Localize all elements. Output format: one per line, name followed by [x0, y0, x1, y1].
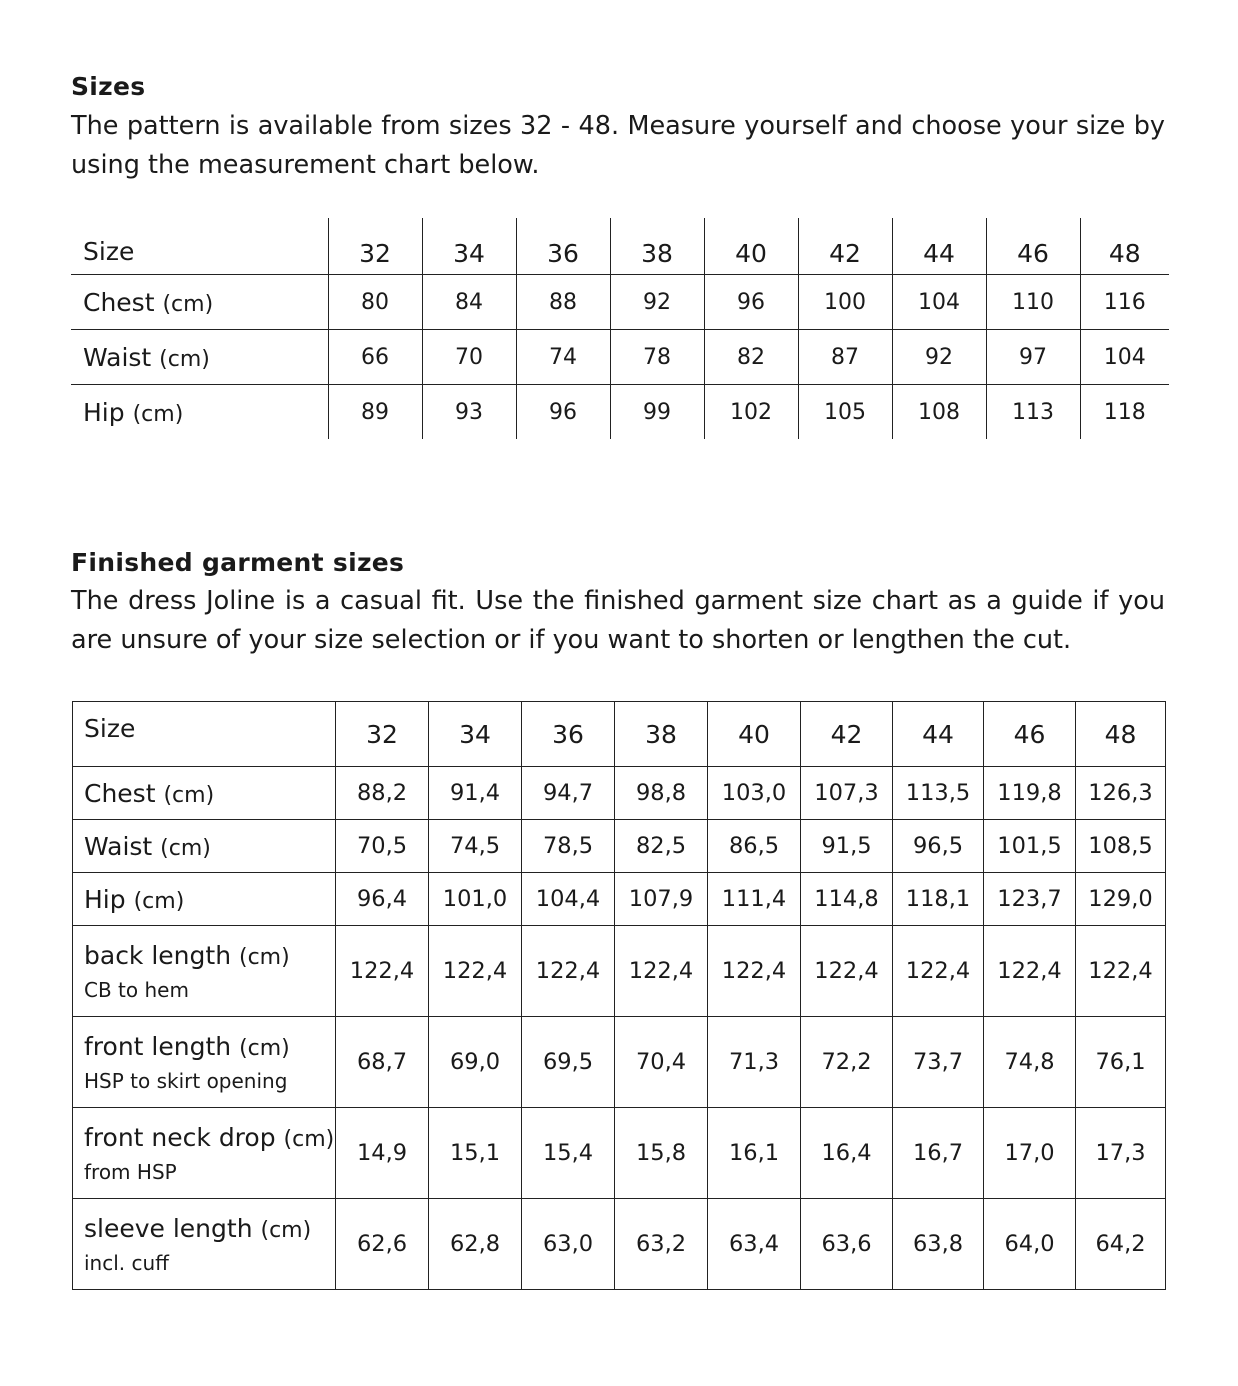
value-cell: 96 — [704, 275, 798, 330]
value-cell: 105 — [798, 385, 892, 440]
value-cell: 69,0 — [429, 1017, 522, 1108]
row-label-cell — [73, 1108, 336, 1199]
value-cell: 94,7 — [522, 767, 615, 820]
value-cell: 64,2 — [1076, 1199, 1166, 1290]
measurement-row — [71, 330, 1169, 385]
value-cell: 82,5 — [615, 820, 708, 873]
size-header-cell: 48 — [1080, 218, 1169, 275]
row-unit: (cm) — [239, 1035, 290, 1061]
sizes-heading: Sizes — [71, 72, 146, 101]
value-cell: 99 — [610, 385, 704, 440]
measurement-row — [73, 873, 1166, 926]
row-unit: (cm) — [283, 1126, 335, 1152]
value-cell: 116 — [1080, 275, 1169, 330]
row-sublabel: from HSP — [84, 1159, 177, 1184]
size-header-cell: 46 — [986, 218, 1080, 275]
value-cell: 17,0 — [984, 1108, 1076, 1199]
row-label: front length — [84, 1031, 232, 1061]
row-label: Waist — [83, 342, 152, 372]
row-unit: (cm) — [132, 401, 184, 427]
value-cell: 63,8 — [893, 1199, 984, 1290]
value-cell: 122,4 — [336, 926, 429, 1017]
value-cell: 17,3 — [1076, 1108, 1166, 1199]
header-row — [73, 702, 1166, 767]
garment-heading: Finished garment sizes — [71, 548, 405, 577]
measurement-row — [71, 385, 1169, 440]
value-cell: 80 — [328, 275, 422, 330]
size-header-label: Size — [83, 237, 135, 266]
value-cell: 15,1 — [429, 1108, 522, 1199]
value-cell: 129,0 — [1076, 873, 1166, 926]
row-unit: (cm) — [160, 835, 211, 861]
row-unit: (cm) — [239, 944, 290, 970]
size-header-cell: 38 — [615, 702, 708, 767]
size-header-cell: 32 — [336, 702, 429, 767]
body-measurement-table — [71, 218, 1169, 439]
value-cell: 102 — [704, 385, 798, 440]
row-label: Hip — [84, 884, 126, 914]
value-cell: 118,1 — [893, 873, 984, 926]
size-header-cell: 48 — [1076, 702, 1166, 767]
size-header-cell: 42 — [798, 218, 892, 275]
value-cell: 73,7 — [893, 1017, 984, 1108]
value-cell: 101,5 — [984, 820, 1076, 873]
finished-garment-table — [72, 701, 1166, 1290]
value-cell: 86,5 — [708, 820, 801, 873]
value-cell: 68,7 — [336, 1017, 429, 1108]
value-cell: 89 — [328, 385, 422, 440]
row-label-cell — [73, 767, 336, 820]
value-cell: 92 — [610, 275, 704, 330]
row-label: Chest — [83, 287, 155, 317]
row-label-cell — [71, 385, 328, 440]
measurement-row — [73, 1199, 1166, 1290]
value-cell: 123,7 — [984, 873, 1076, 926]
value-cell: 70,5 — [336, 820, 429, 873]
value-cell: 62,6 — [336, 1199, 429, 1290]
value-cell: 113 — [986, 385, 1080, 440]
value-cell: 126,3 — [1076, 767, 1166, 820]
value-cell: 84 — [422, 275, 516, 330]
value-cell: 91,5 — [801, 820, 893, 873]
size-header-cell: 34 — [422, 218, 516, 275]
row-label-cell — [73, 820, 336, 873]
row-label: back length — [84, 940, 232, 970]
value-cell: 74,5 — [429, 820, 522, 873]
value-cell: 71,3 — [708, 1017, 801, 1108]
value-cell: 122,4 — [708, 926, 801, 1017]
value-cell: 119,8 — [984, 767, 1076, 820]
size-header-cell: 36 — [522, 702, 615, 767]
value-cell: 122,4 — [429, 926, 522, 1017]
value-cell: 122,4 — [615, 926, 708, 1017]
row-unit: (cm) — [159, 346, 210, 372]
value-cell: 15,4 — [522, 1108, 615, 1199]
row-label: sleeve length — [84, 1213, 253, 1243]
value-cell: 122,4 — [1076, 926, 1166, 1017]
value-cell: 82 — [704, 330, 798, 385]
value-cell: 70 — [422, 330, 516, 385]
measurement-row — [71, 275, 1169, 330]
measurement-row — [73, 1017, 1166, 1108]
value-cell: 70,4 — [615, 1017, 708, 1108]
measurement-row — [73, 1108, 1166, 1199]
value-cell: 63,2 — [615, 1199, 708, 1290]
value-cell: 14,9 — [336, 1108, 429, 1199]
value-cell: 74,8 — [984, 1017, 1076, 1108]
row-label-cell — [73, 1199, 336, 1290]
value-cell: 97 — [986, 330, 1080, 385]
value-cell: 69,5 — [522, 1017, 615, 1108]
value-cell: 66 — [328, 330, 422, 385]
size-header-cell: 46 — [984, 702, 1076, 767]
row-unit: (cm) — [163, 782, 215, 808]
size-header-cell: 32 — [328, 218, 422, 275]
size-header-cell: 40 — [704, 218, 798, 275]
row-sublabel: incl. cuff — [84, 1250, 169, 1275]
row-label-cell — [71, 330, 328, 385]
value-cell: 15,8 — [615, 1108, 708, 1199]
measurement-row — [73, 820, 1166, 873]
row-label: Waist — [84, 831, 153, 861]
size-header-cell: 38 — [610, 218, 704, 275]
value-cell: 107,9 — [615, 873, 708, 926]
row-unit: (cm) — [133, 888, 185, 914]
value-cell: 63,6 — [801, 1199, 893, 1290]
sizes-paragraph: The pattern is available from sizes 32 - 48. Measure yourself and choose your size by using the measurement chart below. — [71, 111, 1165, 180]
value-cell: 92 — [892, 330, 986, 385]
value-cell: 100 — [798, 275, 892, 330]
value-cell: 64,0 — [984, 1199, 1076, 1290]
value-cell: 108 — [892, 385, 986, 440]
value-cell: 122,4 — [522, 926, 615, 1017]
value-cell: 113,5 — [893, 767, 984, 820]
value-cell: 96,5 — [893, 820, 984, 873]
size-header-cell: 36 — [516, 218, 610, 275]
value-cell: 122,4 — [801, 926, 893, 1017]
row-label-cell — [71, 275, 328, 330]
value-cell: 110 — [986, 275, 1080, 330]
value-cell: 63,4 — [708, 1199, 801, 1290]
value-cell: 104 — [1080, 330, 1169, 385]
row-label: Chest — [84, 778, 156, 808]
row-label-cell — [73, 926, 336, 1017]
value-cell: 114,8 — [801, 873, 893, 926]
size-header-cell: 44 — [892, 218, 986, 275]
value-cell: 101,0 — [429, 873, 522, 926]
value-cell: 98,8 — [615, 767, 708, 820]
value-cell: 91,4 — [429, 767, 522, 820]
header-row — [71, 218, 1169, 275]
value-cell: 93 — [422, 385, 516, 440]
size-header-cell: 42 — [801, 702, 893, 767]
value-cell: 108,5 — [1076, 820, 1166, 873]
size-header-cell: 40 — [708, 702, 801, 767]
value-cell: 74 — [516, 330, 610, 385]
row-label: Hip — [83, 397, 125, 427]
value-cell: 87 — [798, 330, 892, 385]
value-cell: 104 — [892, 275, 986, 330]
value-cell: 16,4 — [801, 1108, 893, 1199]
value-cell: 103,0 — [708, 767, 801, 820]
row-sublabel: HSP to skirt opening — [84, 1068, 288, 1093]
value-cell: 107,3 — [801, 767, 893, 820]
value-cell: 122,4 — [893, 926, 984, 1017]
value-cell: 122,4 — [984, 926, 1076, 1017]
value-cell: 104,4 — [522, 873, 615, 926]
row-label-cell — [73, 873, 336, 926]
value-cell: 16,1 — [708, 1108, 801, 1199]
value-cell: 78 — [610, 330, 704, 385]
size-header-label: Size — [73, 702, 336, 767]
value-cell: 96 — [516, 385, 610, 440]
measurement-row — [73, 926, 1166, 1017]
value-cell: 88 — [516, 275, 610, 330]
row-sublabel: CB to hem — [84, 977, 189, 1002]
measurement-row — [73, 767, 1166, 820]
row-unit: (cm) — [260, 1217, 312, 1243]
row-unit: (cm) — [162, 291, 214, 317]
value-cell: 88,2 — [336, 767, 429, 820]
value-cell: 63,0 — [522, 1199, 615, 1290]
value-cell: 111,4 — [708, 873, 801, 926]
value-cell: 78,5 — [522, 820, 615, 873]
value-cell: 76,1 — [1076, 1017, 1166, 1108]
size-header-cell: 44 — [893, 702, 984, 767]
row-label-cell — [73, 1017, 336, 1108]
value-cell: 16,7 — [893, 1108, 984, 1199]
garment-paragraph: The dress Joline is a casual fit. Use the finished garment size chart as a guide if you are unsure of your size selection or if you want to shorten or lengthen the cut. — [71, 586, 1165, 655]
value-cell: 118 — [1080, 385, 1169, 440]
value-cell: 62,8 — [429, 1199, 522, 1290]
row-label: front neck drop — [84, 1122, 276, 1152]
value-cell: 96,4 — [336, 873, 429, 926]
size-header-cell: 34 — [429, 702, 522, 767]
value-cell: 72,2 — [801, 1017, 893, 1108]
